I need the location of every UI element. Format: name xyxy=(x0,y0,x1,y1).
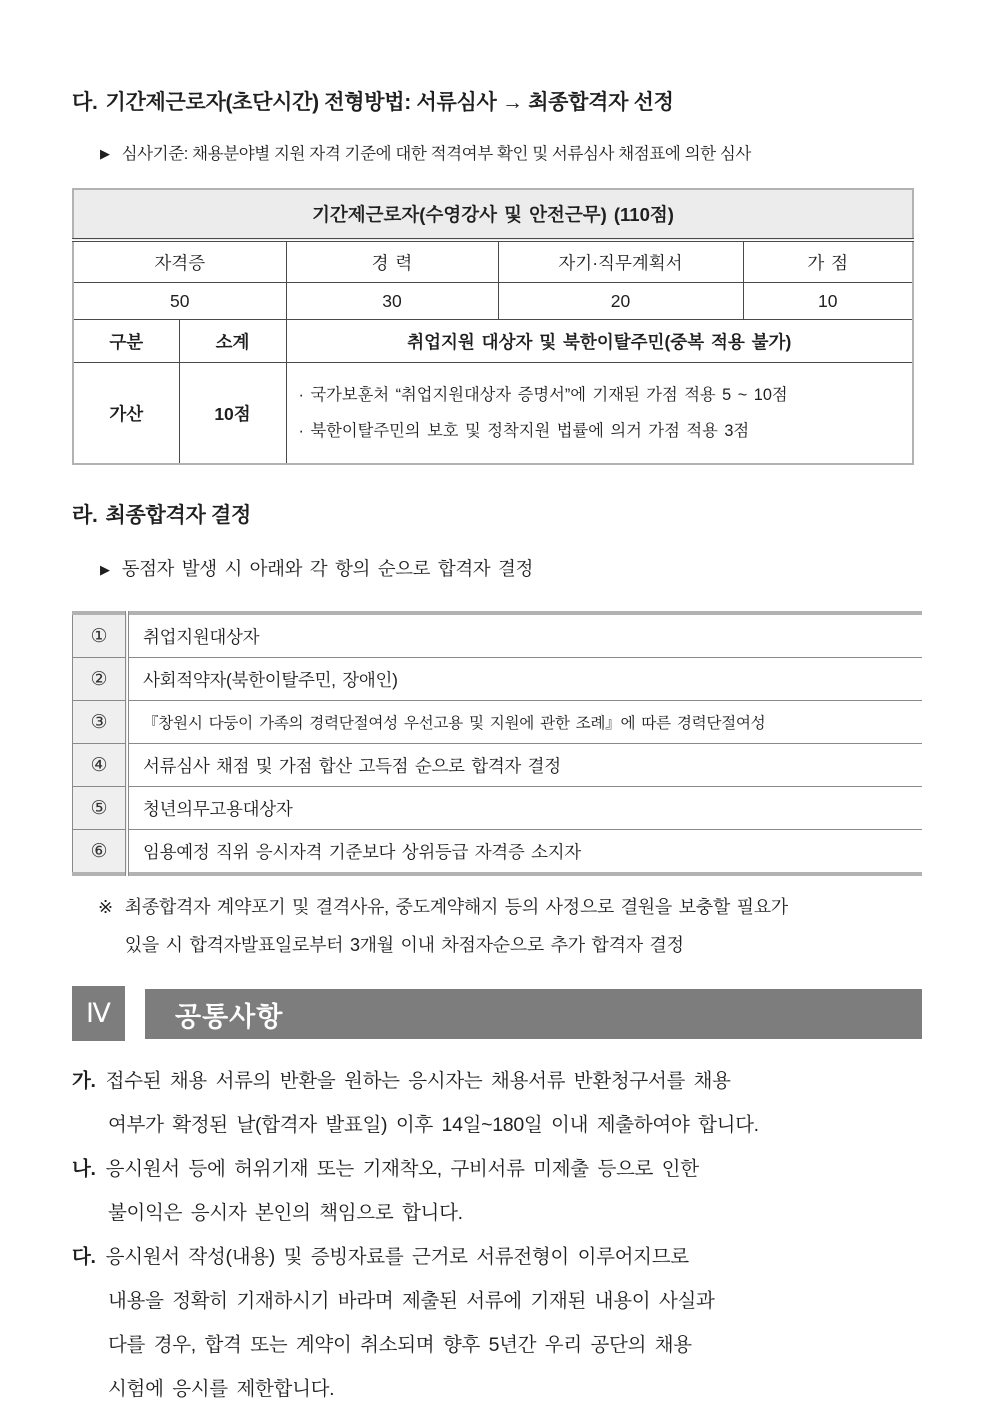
bonus-row-label: 가산 xyxy=(73,363,179,465)
paragraph-line: 불이익은 응시자 본인의 책임으로 합니다. xyxy=(108,1202,463,1224)
tiebreak-table xyxy=(72,611,922,876)
score-table-title-row xyxy=(73,189,913,240)
column-header: 가 점 xyxy=(743,240,913,283)
triangle-bullet-icon: ▶ xyxy=(100,562,110,577)
paragraph-text: 접수된 채용 서류의 반환을 원하는 응시자는 채용서류 반환청구서를 채용 xyxy=(105,1070,731,1092)
table-row xyxy=(73,613,923,658)
section-d-label: 라. xyxy=(72,504,98,527)
row-number: ② xyxy=(73,658,128,701)
footnote xyxy=(98,888,922,964)
criteria-line xyxy=(100,140,922,164)
row-text: 서류심사 채점 및 가점 합산 고득점 순으로 합격자 결정 xyxy=(127,744,922,787)
row-number: ① xyxy=(73,613,128,658)
row-number: ④ xyxy=(73,744,128,787)
score-value: 20 xyxy=(498,283,743,320)
table-row xyxy=(73,787,923,830)
row-text: 임용예정 직위 응시자격 기준보다 상위등급 자격증 소지자 xyxy=(127,830,922,875)
table-row xyxy=(73,830,923,875)
column-header: 자기·직무계획서 xyxy=(498,240,743,283)
section-numeral-box: Ⅳ xyxy=(72,986,125,1041)
paragraph-line: 시험에 응시를 제한합니다. xyxy=(108,1378,335,1400)
paragraph-line xyxy=(72,1147,922,1191)
footnote-line: 있을 시 합격자발표일로부터 3개월 이내 차점자순으로 추가 합격자 결정 xyxy=(124,935,684,955)
score-table-title: 기간제근로자(수영강사 및 안전근무) (110점) xyxy=(73,189,913,240)
bonus-desc-line: · 국가보훈처 “취업지원대상자 증명서”에 기재된 가점 적용 5 ~ 10점 xyxy=(298,386,788,404)
score-table xyxy=(72,188,914,465)
paragraph-line: 여부가 확정된 날(합격자 발표일) 이후 14일~180일 이내 제출하여야 합니다. xyxy=(108,1114,759,1136)
common-item-na xyxy=(72,1147,922,1235)
bonus-detail-row xyxy=(73,363,913,465)
column-header: 자격증 xyxy=(73,240,286,283)
bonus-row-points: 10점 xyxy=(179,363,286,465)
section-4-banner xyxy=(72,986,922,1041)
row-text: 청년의무고용대상자 xyxy=(127,787,922,830)
reference-mark-icon: ※ xyxy=(98,897,113,917)
column-header: 경 력 xyxy=(286,240,498,283)
section-c-heading xyxy=(72,86,922,116)
tiebreak-intro-text: 동점자 발생 시 아래와 각 항의 순으로 합격자 결정 xyxy=(121,558,533,579)
row-text: 사회적약자(북한이탈주민, 장애인) xyxy=(127,658,922,701)
row-text: 취업지원대상자 xyxy=(143,626,260,647)
paragraph-line xyxy=(72,1059,922,1103)
table-row xyxy=(73,744,923,787)
bonus-header-desc: 취업지원 대상자 및 북한이탈주민(중복 적용 불가) xyxy=(286,320,913,363)
row-text: 『창원시 다둥이 가족의 경력단절여성 우선고용 및 지원에 관한 조례』에 따른 경력단절여성 xyxy=(127,701,922,744)
triangle-bullet-icon: ▶ xyxy=(100,146,110,161)
bonus-desc-line: · 북한이탈주민의 보호 및 정착지원 법률에 의거 가점 적용 3점 xyxy=(298,422,750,440)
score-value: 50 xyxy=(73,283,286,320)
score-value: 10 xyxy=(743,283,913,320)
paragraph-line: 다를 경우, 합격 또는 계약이 취소되며 향후 5년간 우리 공단의 채용 xyxy=(108,1334,692,1356)
section-d-heading xyxy=(72,499,922,529)
bonus-row-description xyxy=(286,363,913,465)
table-row xyxy=(73,701,923,744)
section-c-label: 다. xyxy=(72,91,98,114)
common-item-da xyxy=(72,1235,922,1411)
paragraph-text: 응시원서 등에 허위기재 또는 기재착오, 구비서류 미제출 등으로 인한 xyxy=(105,1158,699,1180)
section-title-bar xyxy=(145,989,922,1039)
section-c-title: 기간제근로자(초단시간) 전형방법: 서류심사 → 최종합격자 선정 xyxy=(105,91,674,114)
row-number: ⑤ xyxy=(73,787,128,830)
bonus-header-col2: 소계 xyxy=(179,320,286,363)
row-number: ③ xyxy=(73,701,128,744)
footnote-text xyxy=(125,888,788,964)
item-label: 가. xyxy=(72,1070,96,1092)
table-row xyxy=(73,658,923,701)
criteria-text: 심사기준: 채용분야별 지원 자격 기준에 대한 적격여부 확인 및 서류심사 채점표에 의한 심사 xyxy=(121,145,751,163)
tiebreak-intro-line xyxy=(100,555,922,581)
common-item-ga xyxy=(72,1059,922,1147)
paragraph-line xyxy=(72,1235,922,1279)
paragraph-text: 응시원서 작성(내용) 및 증빙자료를 근거로 서류전형이 이루어지므로 xyxy=(105,1246,689,1268)
common-items xyxy=(72,1059,922,1411)
item-label: 나. xyxy=(72,1158,96,1180)
section-d-title: 최종합격자 결정 xyxy=(105,504,251,527)
score-value: 30 xyxy=(286,283,498,320)
section-4-title: 공통사항 xyxy=(175,1001,284,1032)
item-label: 다. xyxy=(72,1246,96,1268)
footnote-line: 최종합격자 계약포기 및 결격사유, 중도계약해지 등의 사정으로 결원을 보충할 필요가 xyxy=(124,897,788,917)
bonus-header-row xyxy=(73,320,913,363)
paragraph-line: 내용을 정확히 기재하시기 바라며 제출된 서류에 기재된 내용이 사실과 xyxy=(108,1290,715,1312)
score-table-header-row xyxy=(73,240,913,283)
bonus-header-col1: 구분 xyxy=(73,320,179,363)
row-number: ⑥ xyxy=(73,830,128,875)
score-values-row xyxy=(73,283,913,320)
